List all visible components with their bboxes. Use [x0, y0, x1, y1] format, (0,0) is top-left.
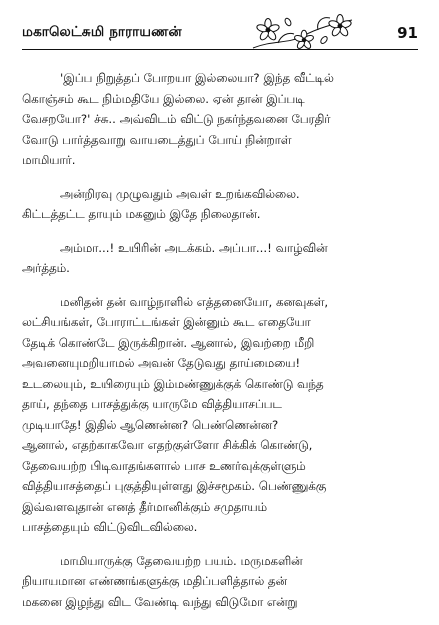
text-line: மாமியாருக்கு தேவையற்ற பயம். மருமகளின் [60, 553, 303, 568]
text-line: கிட்டத்தட்ட தாயும் மகனும் இதே நிலைதான். [22, 207, 261, 221]
paragraph [22, 68, 418, 171]
text-line: மாமியார். [22, 153, 76, 167]
text-line: தாய், தந்தை பாசத்துக்கு யாருமே வித்தியாசப்பட [22, 397, 282, 411]
text-line: ஆனால், எதற்காகவோ எதற்குள்ளோ சிக்கிக் கொண்டு, [22, 438, 313, 452]
text-line: பாசத்தையும் விட்டுவிடவில்லை. [22, 520, 198, 534]
text-line: அம்மா...! உயிரின் அடக்கம். அப்பா...! வாழ்வின் [60, 240, 328, 255]
text-line: கொஞ்சம் கூட நிம்மதியே இல்லை. ஏன் தான் இப்படி [22, 91, 305, 106]
paragraph [22, 184, 418, 225]
text-line: உடலையும், உயிரையும் இம்மண்ணுக்குக் கொண்டு வந்த [22, 376, 324, 391]
text-line: தேவையற்ற பிடிவாதங்களால் பாச உணர்வுக்குள்ளும் [22, 458, 306, 473]
text-line: அர்த்தம். [22, 261, 70, 275]
text-line: 'இப்ப நிறுத்தப் போறயா இல்லையா? இந்த வீட்டில் [60, 71, 334, 85]
text-line: வித்தியாசத்தைப் புகுத்தியுள்ளது இச்சமூகம். பெண்ணுக்கு [22, 479, 327, 493]
paragraph [22, 238, 418, 279]
paragraph [22, 551, 418, 613]
text-line: லட்சியங்கள், போராட்டங்கள் இன்னும் கூட எதையோ [22, 315, 311, 329]
text-line: நியாயமான எண்ணங்களுக்கு மதிப்பளித்தால் தன் [22, 574, 287, 588]
page-body [22, 68, 418, 625]
page-number: 91 [397, 24, 418, 42]
text-line: வோடு பார்த்தவாறு வாயடைத்துப் போய் நின்றாள் [22, 132, 292, 147]
text-line: முடியாதே! இதில் ஆணென்ன? பெண்ணென்ன? [22, 417, 279, 432]
page-header [22, 20, 418, 54]
running-title: மகாலெட்சுமி நாராயணன் [22, 24, 182, 40]
paragraph [22, 292, 418, 538]
text-line: தேடிக் கொண்டே இருக்கிறான். ஆனால், இவற்றை மீறி [22, 335, 315, 350]
text-line: அவனையுமறியாமல் அவன் தேடுவது தாய்மையை! [22, 356, 301, 370]
text-line: மகனை இழந்து விட வேண்டி வந்து விடுமோ என்று [22, 594, 298, 609]
header-rule [22, 49, 418, 50]
text-line: அன்றிரவு முழுவதும் அவள் உறங்கவில்லை. [60, 186, 300, 201]
text-line: வேசறயோ?' ச்சு.. அவ்விடம் விட்டு நகர்ந்தவனை பேரதிர் [22, 112, 331, 126]
text-line: மனிதன் தன் வாழ்நாளில் எத்தனையோ, கனவுகள், [60, 294, 329, 309]
text-line: இவ்வளவுதான் எனத் தீர்மானிக்கும் சமுதாயம் [22, 499, 268, 514]
